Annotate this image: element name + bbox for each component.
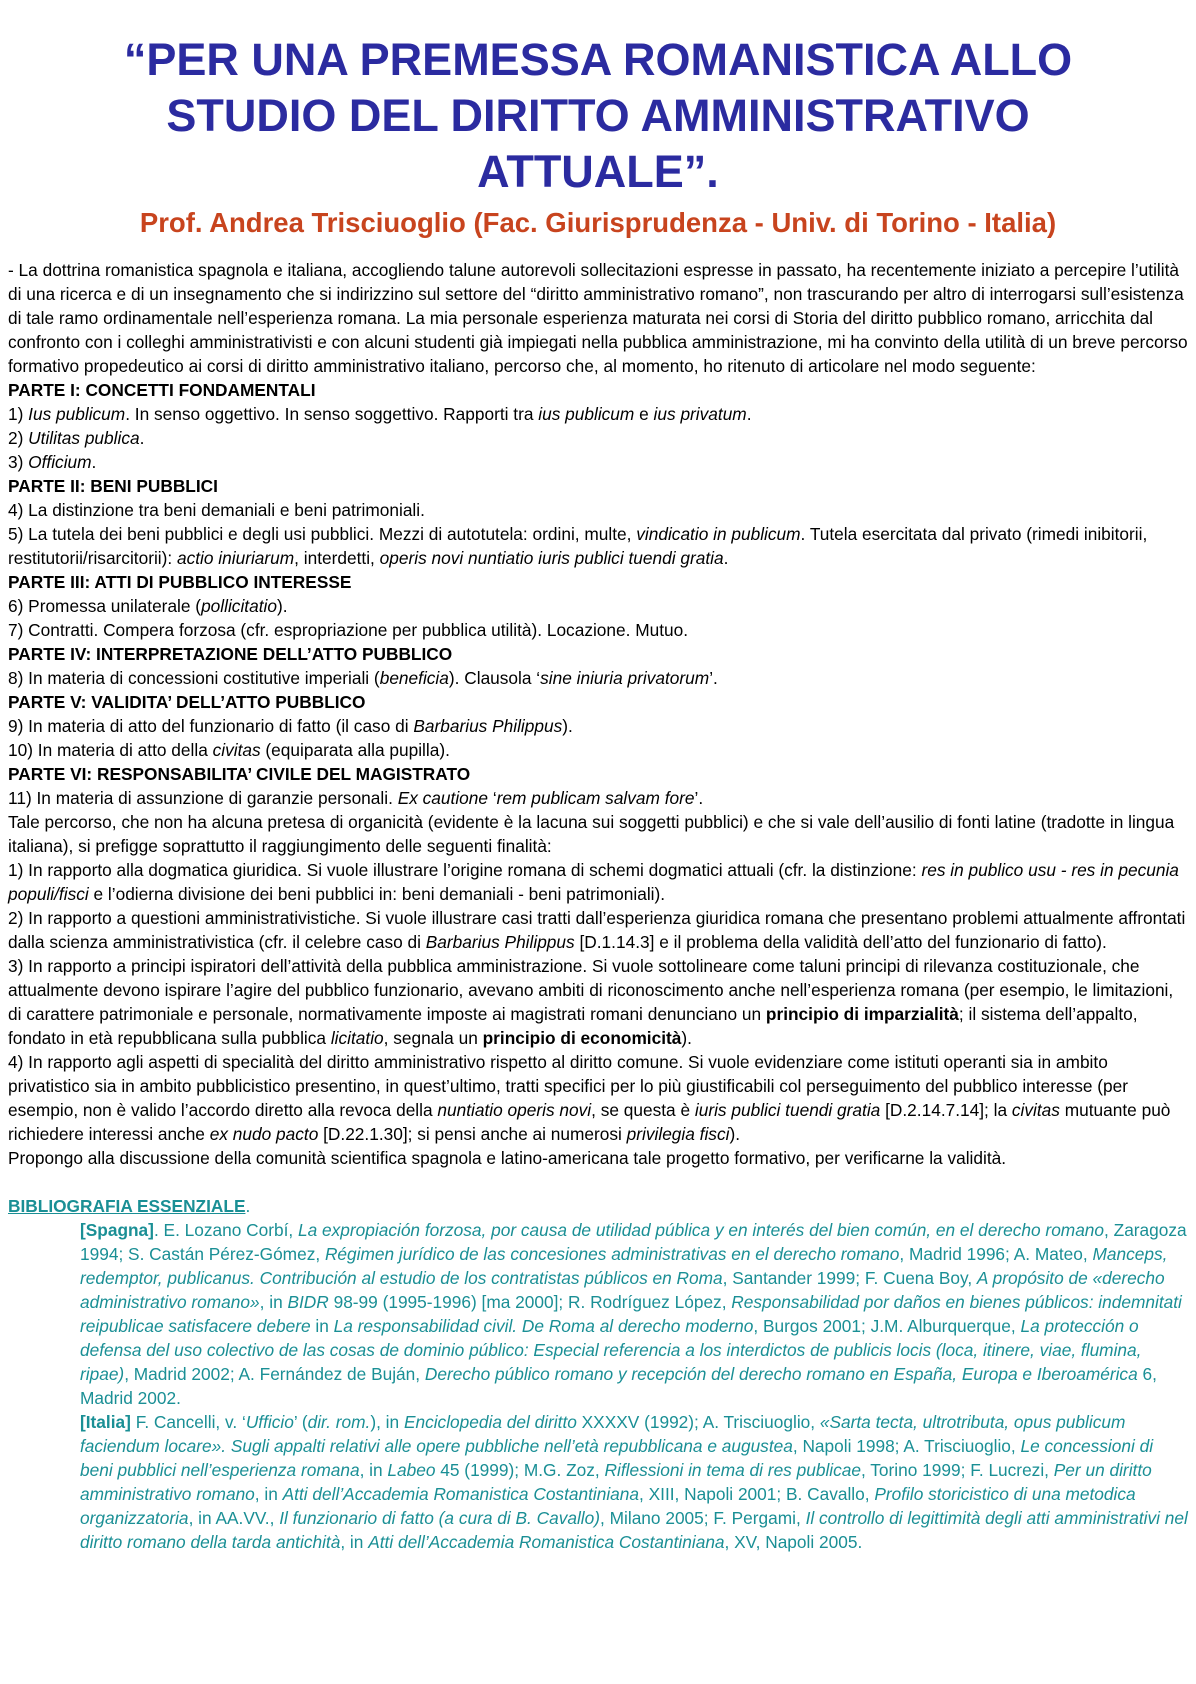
closing-paragraph: Propongo alla discussione della comunità scientifica spagnola e latino-americana tale progetto formativo, per verificarne la validità. (8, 1148, 1007, 1168)
part-6-heading: PARTE VI: RESPONSABILITA’ CIVILE DEL MAGISTRATO (8, 764, 471, 784)
part-1-heading: PARTE I: CONCETTI FONDAMENTALI (8, 380, 316, 400)
list-item-6: 6) Promessa unilaterale (pollicitatio). (8, 596, 288, 616)
aim-2: 2) In rapporto a questioni amministrativistiche. Si vuole illustrare casi tratti dall’esperienza giuridica romana che presentano problemi attualmente affrontati dalla scienza amministrativistica (cfr. il celebre caso di Barbarius Philippus [D.1.14.3] e il problema della validità dell’atto del funzionario di fatto). (8, 908, 1186, 952)
list-item-10: 10) In materia di atto della civitas (equiparata alla pupilla). (8, 740, 450, 760)
list-item-9: 9) In materia di atto del funzionario di fatto (il caso di Barbarius Philippus). (8, 716, 573, 736)
bibliography-heading: BIBLIOGRAFIA ESSENZIALE (8, 1196, 246, 1216)
document-title: “PER UNA PREMESSA ROMANISTICA ALLO STUDIO DEL DIRITTO AMMINISTRATIVO ATTUALE”. (123, 34, 1073, 197)
list-item-8: 8) In materia di concessioni costitutive imperiali (beneficia). Clausola ‘sine iniuria privatorum’. (8, 668, 718, 688)
list-item-11: 11) In materia di assunzione di garanzie personali. Ex cautione ‘rem publicam salvam fore’. (8, 788, 704, 808)
list-item-7: 7) Contratti. Compera forzosa (cfr. espropriazione per pubblica utilità). Locazione. Mutuo. (8, 620, 689, 640)
part-3-heading: PARTE III: ATTI DI PUBBLICO INTERESSE (8, 572, 352, 592)
bibliography-italy: [Italia] F. Cancelli, v. ‘Ufficio’ (dir. rom.), in Enciclopedia del diritto XXXXV (1992); A. Trisciuoglio, «Sarta tecta, ultrotributa, opus publicum faciendum locare». Sugli appalti relativi alle opere pubbliche nell’età repubblicana e augustea, Napoli 1998; A. Trisciuoglio, Le concessioni di beni pubblici nell’esperienza romana, in Labeo 45 (1999); M.G. Zoz, Riflessioni in tema di res publicae, Torino 1999; F. Lucrezi, Per un diritto amministrativo romano, in Atti dell’Accademia Romanistica Costantiniana, XIII, Napoli 2001; B. Cavallo, Profilo storicistico di una metodica organizzatoria, in AA.VV., Il funzionario di fatto (a cura di B. Cavallo), Milano 2005; F. Pergami, Il controllo di legittimità degli atti amministrativi nel diritto romano della tarda antichità, in Atti dell’Accademia Romanistica Costantiniana, XV, Napoli 2005. (80, 1412, 1188, 1552)
aim-4: 4) In rapporto agli aspetti di specialità del diritto amministrativo rispetto al diritto comune. Si vuole evidenziare come istituti operanti sia in ambito privatistico sia in ambito pubblicistico presentino, in quest’ultimo, tratti specifici per lo più giustificabili col perseguimento del pubblico interesse (per esempio, non è valido l’accordo diretto alla revoca della nuntiatio operis novi, se questa è iuris publici tuendi gratia [D.2.14.7.14]; la civitas mutuante può richiedere interessi anche ex nudo pacto [D.22.1.30]; si pensi anche ai numerosi privilegia fisci). (8, 1052, 1171, 1144)
bibliography-heading-line: BIBLIOGRAFIA ESSENZIALE. (8, 1196, 251, 1216)
document-body (8, 258, 1188, 1170)
list-item-3: 3) Officium. (8, 452, 97, 472)
author-line: Prof. Andrea Trisciuoglio (Fac. Giurisprudenza - Univ. di Torino - Italia) (139, 207, 1057, 238)
part-5-heading: PARTE V: VALIDITA’ DELL’ATTO PUBBLICO (8, 692, 366, 712)
bibliography-spain-tag: [Spagna] (80, 1220, 154, 1240)
aim-3: 3) In rapporto a principi ispiratori dell’attività della pubblica amministrazione. Si vuole sottolineare come taluni principi di rilevanza costituzionale, che attualmente devono ispirare l’agire del pubblico funzionario, avevano ambiti di riconoscimento anche nell’esperienza romana (per esempio, le limitazioni, di carattere patrimoniale e personale, normativamente imposte ai magistrati romani denunciano un principio di imparzialità; il sistema dell’appalto, fondato in età repubblicana sulla pubblica licitatio, segnala un principio di economicità). (8, 956, 1174, 1048)
list-item-5: 5) La tutela dei beni pubblici e degli usi pubblici. Mezzi di autotutela: ordini, multe, vindicatio in publicum. Tutela esercitata dal privato (rimedi inibitorii, restitutorii/risarcitorii): actio iniuriarum, interdetti, operis novi nuntiatio iuris publici tuendi gratia. (8, 524, 1148, 568)
intro-paragraph: - La dottrina romanistica spagnola e italiana, accogliendo talune autorevoli sollecitazioni espresse in passato, ha recentemente iniziato a percepire l’utilità di una ricerca e di un insegnamento che si indirizzino sul settore del “diritto amministrativo romano”, non trascurando per altro di interrogarsi sull’esistenza di tale ramo ordinamentale nell’esperienza romana. La mia personale esperienza maturata nei corsi di Storia del diritto pubblico romano, arricchita dal confronto con i colleghi amministrativisti e con alcuni studenti già impiegati nella pubblica amministrazione, mi ha convinto della utilità di un breve percorso formativo propedeutico ai corsi di diritto amministrativo italiano, percorso che, al momento, ho ritenuto di articolare nel modo seguente: (8, 260, 1188, 376)
aim-1: 1) In rapporto alla dogmatica giuridica. Si vuole illustrare l’origine romana di schemi dogmatici attuali (cfr. la distinzione: res in publico usu - res in pecunia populi/fisci e l’odierna divisione dei beni pubblici in: beni demaniali - beni patrimoniali). (8, 860, 1179, 904)
list-item-2: 2) Utilitas publica. (8, 428, 145, 448)
list-item-4: 4) La distinzione tra beni demaniali e beni patrimoniali. (8, 500, 425, 520)
aims-intro: Tale percorso, che non ha alcuna pretesa di organicità (evidente è la lacuna sui soggetti pubblici) e che si vale dell’ausilio di fonti latine (tradotte in lingua italiana), si prefigge soprattutto il raggiungimento delle seguenti finalità: (8, 812, 1175, 856)
part-4-heading: PARTE IV: INTERPRETAZIONE DELL’ATTO PUBBLICO (8, 644, 453, 664)
bibliography-italy-tag: [Italia] (80, 1412, 131, 1432)
part-2-heading: PARTE II: BENI PUBBLICI (8, 476, 218, 496)
list-item-1: 1) Ius publicum. In senso oggettivo. In senso soggettivo. Rapporti tra ius publicum e ius privatum. (8, 404, 752, 424)
bibliography-section (8, 1194, 1188, 1554)
bibliography-spain: [Spagna]. E. Lozano Corbí, La expropiación forzosa, por causa de utilidad pública y en interés del bien común, en el derecho romano, Zaragoza 1994; S. Castán Pérez-Gómez, Régimen jurídico de las concesiones administrativas en el derecho romano, Madrid 1996; A. Mateo, Manceps, redemptor, publicanus. Contribución al estudio de los contratistas públicos en Roma, Santander 1999; F. Cuena Boy, A propósito de «derecho administrativo romano», in BIDR 98-99 (1995-1996) [ma 2000]; R. Rodríguez López, Responsabilidad por daños en bienes públicos: indemnitati reipublicae satisfacere debere in La responsabilidad civil. De Roma al derecho moderno, Burgos 2001; J.M. Alburquerque, La protección o defensa del uso colectivo de las cosas de dominio público: Especial referencia a los interdictos de publicis locis (loca, itinere, viae, flumina, ripae), Madrid 2002; A. Fernández de Buján, Derecho público romano y recepción del derecho romano en España, Europa e Iberoamérica 6, Madrid 2002. (80, 1220, 1187, 1408)
